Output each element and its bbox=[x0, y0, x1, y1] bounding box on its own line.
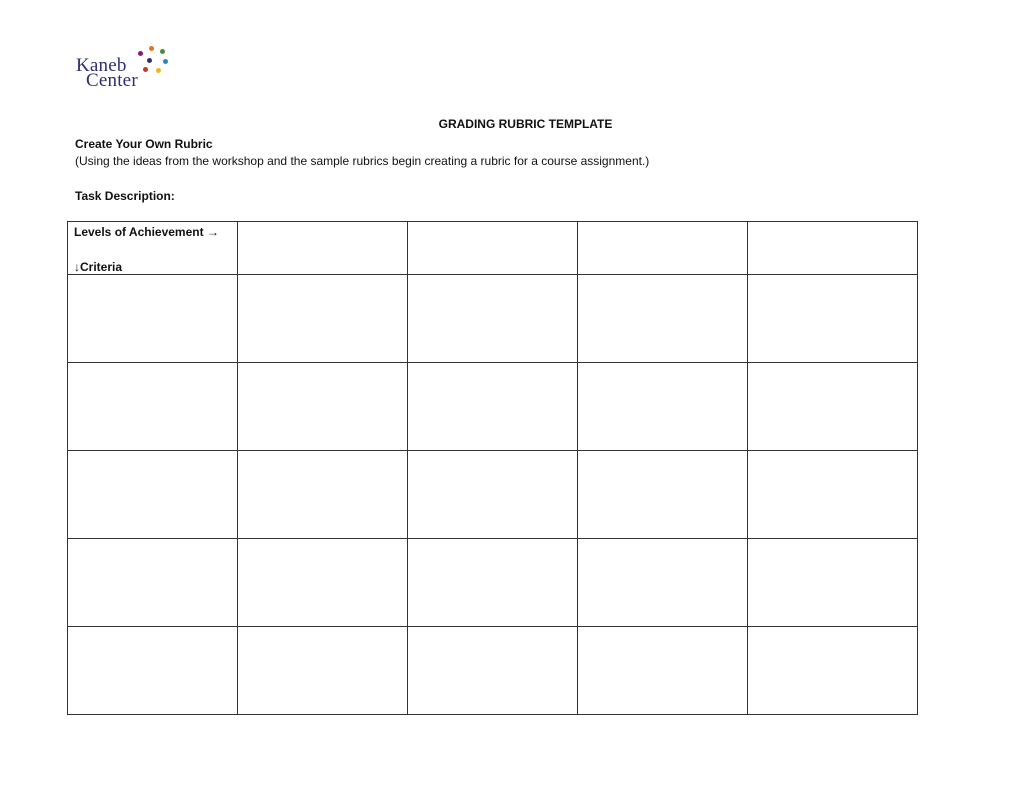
rubric-cell[interactable] bbox=[748, 363, 918, 451]
criteria-row bbox=[68, 275, 918, 363]
rubric-cell[interactable] bbox=[748, 539, 918, 627]
logo-text-kaneb: Kaneb bbox=[76, 55, 127, 76]
rubric-cell[interactable] bbox=[578, 539, 748, 627]
rubric-cell[interactable] bbox=[578, 627, 748, 715]
rubric-cell[interactable] bbox=[408, 627, 578, 715]
criteria-name-cell[interactable] bbox=[68, 363, 238, 451]
criteria-name-cell[interactable] bbox=[68, 451, 238, 539]
level-header-cell[interactable] bbox=[408, 222, 578, 275]
rubric-cell[interactable] bbox=[408, 275, 578, 363]
logo-dot bbox=[138, 51, 143, 56]
rubric-cell[interactable] bbox=[238, 627, 408, 715]
criteria-name-cell[interactable] bbox=[68, 275, 238, 363]
logo-dot bbox=[149, 46, 154, 51]
instruction-text: (Using the ideas from the workshop and the sample rubrics begin creating a rubric for a course assignment.) bbox=[75, 154, 650, 168]
rubric-cell[interactable] bbox=[578, 275, 748, 363]
logo-dot bbox=[163, 59, 168, 64]
level-header-cell[interactable] bbox=[578, 222, 748, 275]
logo-dot bbox=[147, 58, 152, 63]
rubric-corner-cell bbox=[68, 222, 238, 275]
logo-dot bbox=[156, 68, 161, 73]
levels-of-achievement-label: Levels of Achievement → bbox=[74, 225, 219, 239]
rubric-cell[interactable] bbox=[578, 363, 748, 451]
rubric-cell[interactable] bbox=[238, 275, 408, 363]
rubric-cell[interactable] bbox=[578, 451, 748, 539]
rubric-cell[interactable] bbox=[748, 451, 918, 539]
rubric-cell[interactable] bbox=[238, 451, 408, 539]
rubric-cell[interactable] bbox=[238, 539, 408, 627]
criteria-row bbox=[68, 627, 918, 715]
criteria-row bbox=[68, 539, 918, 627]
rubric-header-row bbox=[68, 222, 918, 275]
level-header-cell[interactable] bbox=[748, 222, 918, 275]
rubric-cell[interactable] bbox=[238, 363, 408, 451]
rubric-cell[interactable] bbox=[748, 275, 918, 363]
rubric-cell[interactable] bbox=[408, 363, 578, 451]
document-title: GRADING RUBRIC TEMPLATE bbox=[438, 117, 613, 131]
task-description-label: Task Description: bbox=[75, 189, 175, 203]
logo-dot bbox=[143, 67, 148, 72]
logo-dot bbox=[160, 49, 165, 54]
criteria-name-cell[interactable] bbox=[68, 627, 238, 715]
rubric-cell[interactable] bbox=[408, 539, 578, 627]
criteria-row bbox=[68, 363, 918, 451]
rubric-cell[interactable] bbox=[748, 627, 918, 715]
logo-text-center: Center bbox=[86, 70, 138, 91]
level-header-cell[interactable] bbox=[238, 222, 408, 275]
rubric-cell[interactable] bbox=[408, 451, 578, 539]
criteria-name-cell[interactable] bbox=[68, 539, 238, 627]
rubric-table bbox=[67, 221, 918, 715]
kaneb-center-logo bbox=[76, 44, 176, 94]
criteria-row bbox=[68, 451, 918, 539]
document-subtitle: Create Your Own Rubric bbox=[75, 137, 213, 151]
criteria-label: ↓Criteria bbox=[74, 260, 123, 274]
